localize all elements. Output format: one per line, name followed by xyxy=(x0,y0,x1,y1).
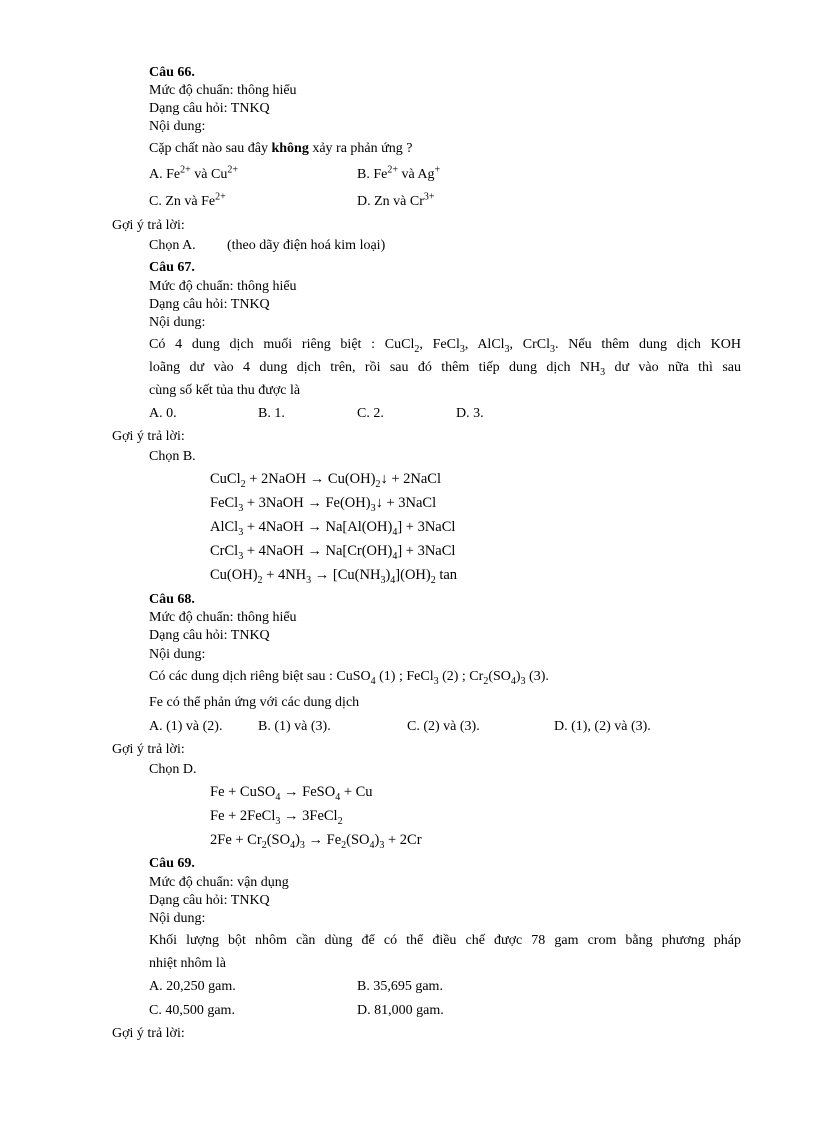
q68-option-b: B. (1) và (3). xyxy=(258,719,331,734)
q68-level: Mức độ chuẩn: thông hiểu xyxy=(149,610,297,625)
q69-option-c: C. 40,500 gam. xyxy=(149,1003,235,1018)
q69-type: Dạng câu hỏi: TNKQ xyxy=(149,893,270,908)
q67-answer: Chọn B. xyxy=(149,449,196,464)
q67-equation-1: CuCl$_2$ + 2NaOH → $Cu(OH)_2↓$ + 2NaCl xyxy=(210,471,441,490)
q66-level: Mức độ chuẩn: thông hiểu xyxy=(149,83,297,98)
q69-content-label: Nội dung: xyxy=(149,911,206,926)
q67-option-c: C. 2. xyxy=(357,406,384,421)
q66-title: Câu 66. xyxy=(149,65,195,80)
q67-option-b: B. 1. xyxy=(258,406,285,421)
q69-option-a: A. 20,250 gam. xyxy=(149,979,236,994)
q66-option-d: D. Zn và $Cr^{3+}$ xyxy=(357,191,435,209)
q68-option-d: D. (1), (2) và (3). xyxy=(554,719,651,734)
q67-option-d: D. 3. xyxy=(456,406,484,421)
q67-hint-label: Gợi ý trả lời: xyxy=(112,429,185,444)
q69-hint-label: Gợi ý trả lời: xyxy=(112,1026,185,1041)
q67-equation-5: $Cu(OH)_2 + 4NH_3 \to [Cu(NH_3)_4](OH)_2$ tan xyxy=(210,567,458,586)
q68-option-a: A. (1) và (2). xyxy=(149,719,223,734)
q69-stem-line-1: Khối lượng bột nhôm cần dùng để có thể điều chế được 78 gam crom bằng phương pháp xyxy=(149,933,741,948)
q67-type: Dạng câu hỏi: TNKQ xyxy=(149,297,270,312)
q68-type: Dạng câu hỏi: TNKQ xyxy=(149,628,270,643)
q67-level: Mức độ chuẩn: thông hiểu xyxy=(149,279,297,294)
q67-stem-line-1: Có 4 dung dịch muối riêng biệt : CuCl$_2$, FeCl$_3$, AlCl$_3$, CrCl$_3$. Nếu thêm dung dịch KOH xyxy=(149,337,741,355)
q68-answer: Chọn D. xyxy=(149,762,197,777)
q67-stem-line-2: loãng dư vào 4 dung dịch trên, rồi sau đó thêm tiếp dung dịch $NH_3$ dư vào nữa thì sau xyxy=(149,360,741,378)
q66-stem: Cặp chất nào sau đây không xảy ra phản ứng ? xyxy=(149,141,413,156)
q67-equation-4: CrCl$_3$ + 4NaOH → $Na[Cr(OH)_4]$ + 3NaCl xyxy=(210,543,456,562)
q68-title: Câu 68. xyxy=(149,592,195,607)
q68-content-label: Nội dung: xyxy=(149,647,206,662)
q67-title: Câu 67. xyxy=(149,260,195,275)
q67-equation-3: AlCl$_3$ + 4NaOH → $Na[Al(OH)_4]$ + 3NaCl xyxy=(210,519,456,538)
q67-stem-line-3: cùng số kết tủa thu được là xyxy=(149,383,301,398)
q69-option-b: B. 35,695 gam. xyxy=(357,979,443,994)
q67-equation-2: FeCl$_3$ + 3NaOH → $Fe(OH)_3↓$ + 3NaCl xyxy=(210,495,437,514)
q68-stem-line-1: Có các dung dịch riêng biệt sau : CuSO$_4$ (1) ; FeCl$_3$ (2) ; $Cr_2(SO_4)_3$ (3). xyxy=(149,669,549,687)
q69-title: Câu 69. xyxy=(149,856,195,871)
q68-stem-line-2: Fe có thể phản ứng với các dung dịch xyxy=(149,695,360,710)
q66-answer: Chọn A. xyxy=(149,238,196,253)
q68-equation-1: Fe + CuSO$_4$ → FeSO$_4$ + Cu xyxy=(210,784,373,803)
q67-option-a: A. 0. xyxy=(149,406,177,421)
q66-option-c: C. Zn và $Fe^{2+}$ xyxy=(149,191,226,209)
q66-answer-note: (theo dãy điện hoá kim loại) xyxy=(227,238,386,253)
q69-stem-line-2: nhiệt nhôm là xyxy=(149,956,226,971)
q68-hint-label: Gợi ý trả lời: xyxy=(112,742,185,757)
q66-option-b: B. $Fe^{2+}$ và Ag+ xyxy=(357,164,441,182)
q67-content-label: Nội dung: xyxy=(149,315,206,330)
q66-hint-label: Gợi ý trả lời: xyxy=(112,218,185,233)
q68-option-c: C. (2) và (3). xyxy=(407,719,480,734)
q69-option-d: D. 81,000 gam. xyxy=(357,1003,444,1018)
q68-equation-3: $2Fe + Cr_2(SO_4)_3 \to Fe_2(SO_4)_3 + 2Cr$ xyxy=(210,832,422,851)
q69-level: Mức độ chuẩn: vận dụng xyxy=(149,875,289,890)
q66-type: Dạng câu hỏi: TNKQ xyxy=(149,101,270,116)
q66-option-a: A. $Fe^{2+}$ và $Cu^{2+}$ xyxy=(149,164,238,182)
q68-equation-2: Fe + 2FeCl$_3$ → 3FeCl$_2$ xyxy=(210,808,343,827)
q66-content-label: Nội dung: xyxy=(149,119,206,134)
